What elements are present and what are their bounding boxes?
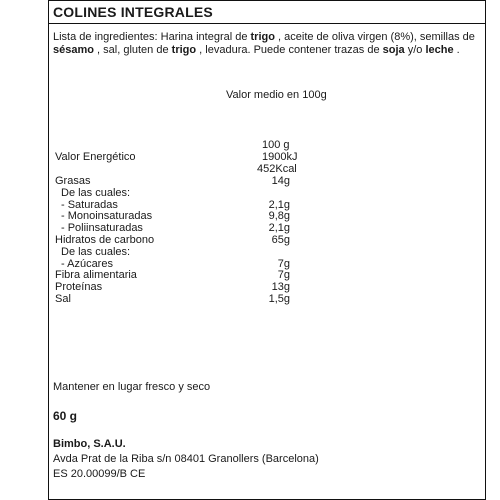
ingredient-text: y/o [404, 43, 426, 56]
energy-kcal: 452Kcal [257, 163, 297, 175]
nutrient-value: 2,1g [268, 222, 290, 235]
company-name: Bimbo, S.A.U. [53, 438, 126, 450]
ingredients-list [53, 31, 481, 56]
registry-number: ES 20.00099/B CE [53, 468, 146, 480]
energy-label: Valor Energético [55, 151, 136, 163]
nutrient-value: 7g [277, 269, 290, 282]
nutrient-label: - Azúcares [61, 257, 113, 270]
nutrient-label: - Saturadas [61, 198, 118, 211]
energy-kj: 1900kJ [262, 151, 298, 163]
nutrient-label: De las cuales: [61, 186, 131, 199]
nutrient-label: Proteínas [55, 281, 103, 294]
allergen-text: leche [425, 43, 454, 56]
nutrient-value: 14g [271, 175, 290, 187]
top-border [48, 0, 486, 1]
nutrient-label: - Poliinsaturadas [61, 222, 143, 235]
allergen-text: trigo [171, 43, 197, 56]
nutrient-value: 13g [271, 281, 290, 294]
nutrient-value: 65g [271, 234, 290, 246]
nutrient-value: 2,1g [268, 198, 290, 211]
nutrient-label: - Monoinsaturadas [61, 210, 153, 223]
title-divider [48, 23, 486, 24]
nutrient-value: 7g [277, 257, 290, 270]
nutrient-label: Fibra alimentaria [55, 269, 137, 282]
ingredient-text: , aceite de oliva virgen (8%), semillas de [274, 31, 475, 43]
per-100g-header: 100 g [262, 139, 290, 151]
allergen-text: trigo [250, 31, 275, 43]
nutrient-label: De las cuales: [61, 245, 131, 258]
valor-medio-heading: Valor medio en 100g [226, 89, 327, 101]
ingredient-text: , levadura. Puede contener trazas de [196, 43, 383, 56]
ingredient-text: . [453, 43, 460, 56]
allergen-text: soja [382, 43, 405, 56]
nutrient-value: 9,8g [268, 210, 290, 223]
ingredient-text: , sal, gluten de [93, 43, 172, 56]
ingredient-text: Lista de ingredientes: Harina integral de [53, 31, 251, 43]
nutrient-value: 1,5g [268, 293, 290, 305]
nutrient-label: Sal [55, 293, 71, 305]
nutrient-label: Hidratos de carbono [55, 234, 155, 246]
storage-note: Mantener en lugar fresco y seco [53, 381, 211, 393]
allergen-text: sésamo [53, 43, 94, 56]
product-title: COLINES INTEGRALES [53, 4, 213, 20]
net-weight: 60 g [53, 409, 78, 423]
company-address: Avda Prat de la Riba s/n 08401 Granollers (Barcelona) [53, 453, 319, 465]
nutrient-label: Grasas [55, 175, 91, 187]
